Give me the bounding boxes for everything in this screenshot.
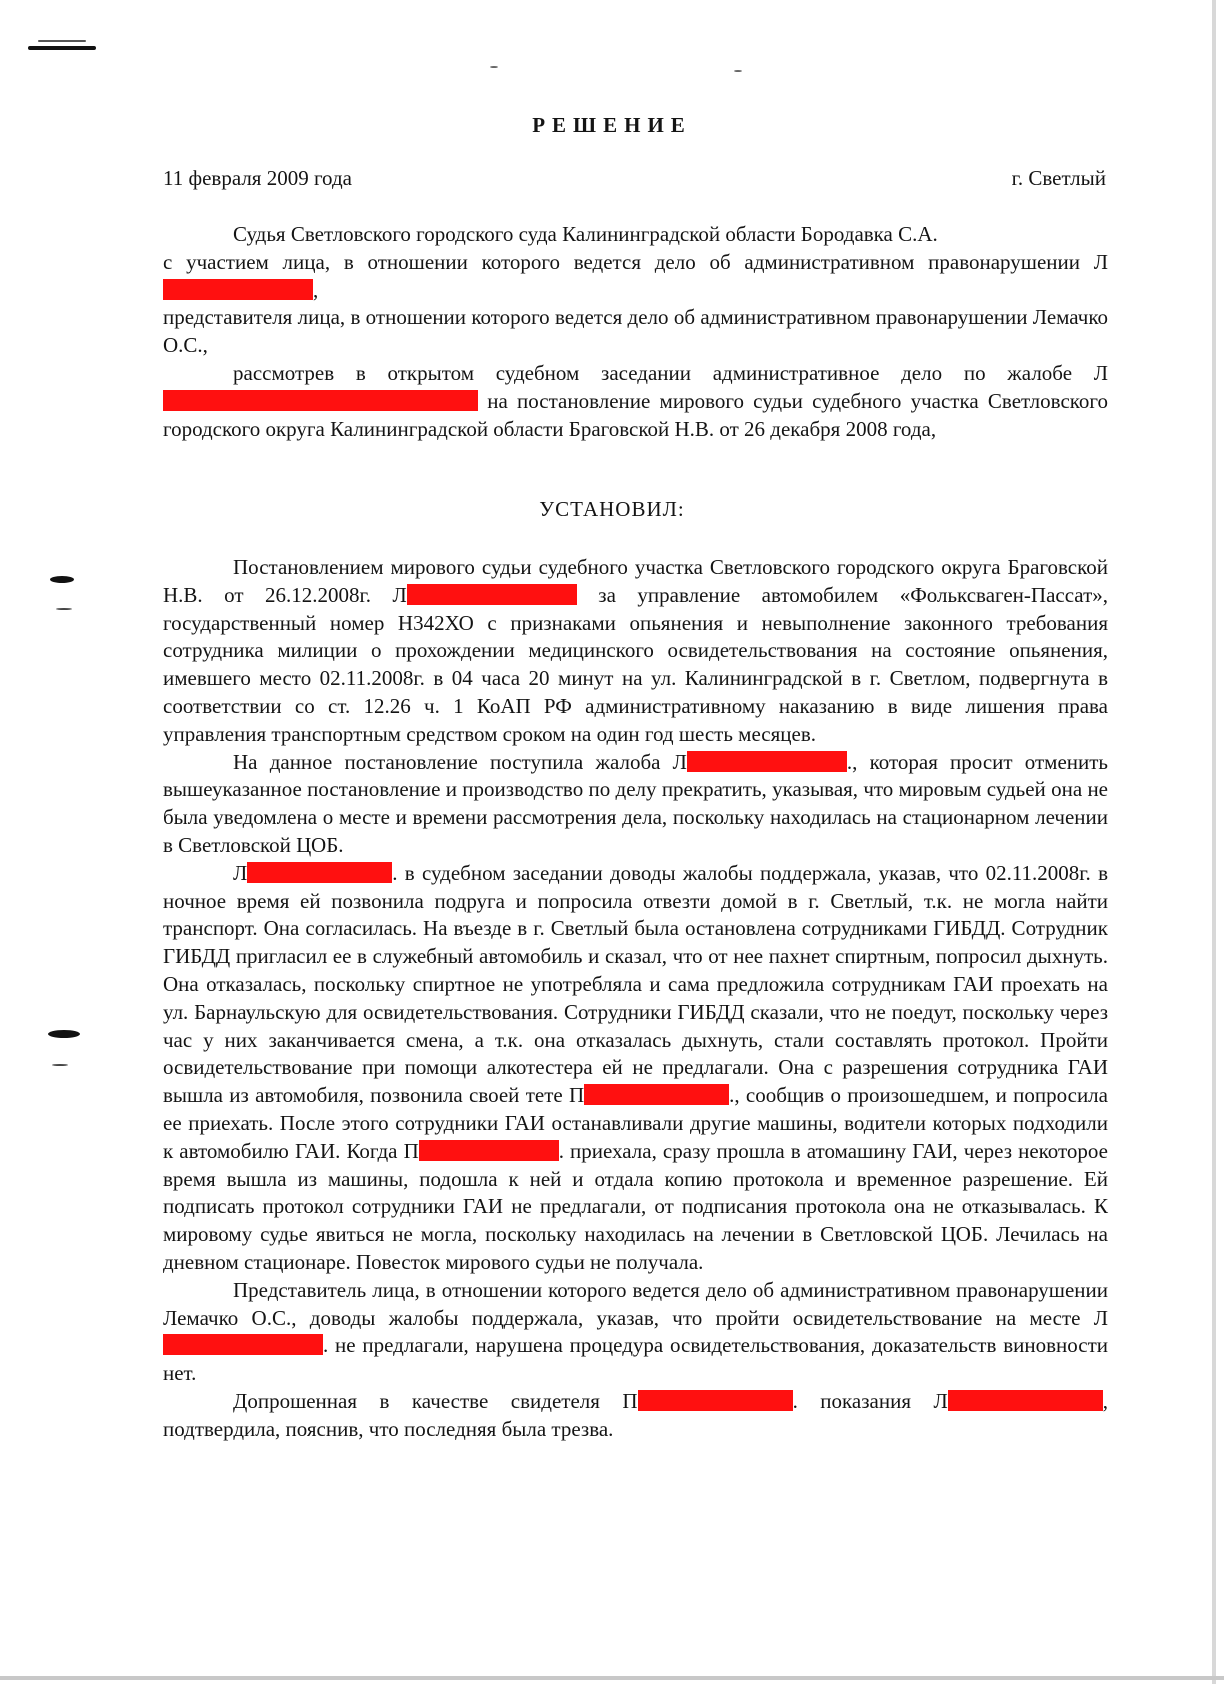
redaction-bar [419,1140,559,1161]
text-fragment: . не предлагали, нарушена процедура освидетельствования, доказательств виновности нет. [163,1333,1108,1386]
paragraph-witness [163,1388,1108,1444]
text-fragment: Допрошенная в качестве свидетеля П [233,1388,638,1413]
punch-hole-mark-lower [48,1030,80,1038]
intro-considered [163,360,1108,443]
text-fragment: . приехала, сразу прошла в атомашину ГАИ, через некоторое время вышла из машины, подошла к ней и отдала копию протокола и временное разрешение. Ей подписать протокол сотрудники ГАИ не предлагали, от подписания протокола она не отказывалась. К мировому судье явиться не могла, поскольку находилась на лечении в Светловской ЦОБ. Лечилась на дневном стационаре. Повесток мирового судьи не получала. [163,1138,1108,1274]
text-fragment: с участием лица, в отношении которого ведется дело об административном правонарушении Л [163,249,1108,274]
redaction-bar [638,1390,793,1411]
text-fragment: . в судебном заседании доводы жалобы поддержала, указав, что 02.11.2008г. в ночное время ей позвонила подруга и попросила отвезти домой в г. Светлый, т.к. не могла найти транспорт. Она согласилась. На въезде в г. Светлый была остановлена сотрудниками ГИБДД. Сотрудник ГИБДД пригласил ее в служебный автомобиль и сказал, что от нее пахнет спиртным, попросил дыхнуть. Она отказалась, поскольку спиртное не употребляла и сама предложила сотрудникам ГАИ проехать на ул. Барнаульскую для освидетельствования. Сотрудники ГИБДД сказали, что не поедут, поскольку через час у них заканчивается смена, а т.к. она отказалась дыхнуть, стали составлять протокол. Пройти освидетельствование при помощи алкотестера ей не предлагали. Она с разрешения сотрудника ГАИ вышла из автомобиля, позвонила своей тете П [163,860,1108,1108]
text-fragment: , подтвердила, пояснив, что последняя была трезва. [163,1388,1108,1441]
scan-edge-right [1212,0,1216,1684]
scan-edge-bottom [0,1676,1224,1680]
intro-block [163,221,1108,443]
text-fragment: ., которая просит отменить вышеуказанное постановление и производство по делу прекратить, указывая, что мировым судьей она не была уведомлена о месте и времени рассмотрения дела, поскольку находилась на стационарном лечении в Светловской ЦОБ. [163,749,1109,857]
text-fragment: Л [233,860,248,885]
redaction-bar [407,584,577,605]
redaction-bar [687,751,847,772]
section-heading: УСТАНОВИЛ: [539,497,685,521]
redaction-bar [163,279,313,300]
paragraph-testimony [163,860,1108,1277]
text-fragment: ., сообщив о произошедшем, и попросила ее приехать. После этого сотрудники ГАИ останавливали другие машины, водители которых подходили к автомобилю ГАИ. Когда П [163,1083,1108,1163]
intro-participant [163,249,1108,305]
redaction-bar [163,1334,323,1355]
scan-speck-2 [734,70,742,72]
document-date: 11 февраля 2009 года [163,166,352,190]
judge-line: Судья Светловского городского суда Калининградской области Бородавка С.А. [233,222,938,246]
punch-hole-mark-upper [50,576,74,583]
text-fragment: Представитель лица, в отношении которого ведется дело об административном правонарушении Лемачко О.С., доводы жалобы поддержала, указав, что пройти освидетельствование на месте Л [163,1277,1108,1330]
paragraph-representative [163,1277,1108,1388]
document-title: РЕШЕНИЕ [532,113,692,137]
intro-representative: представителя лица, в отношении которого ведется дело об административном правонарушении Лемачко О.С., [163,305,1108,358]
scan-mark-top-left [28,46,96,50]
redaction-bar [948,1390,1103,1411]
paragraph-ruling [163,554,1108,749]
text-fragment: На данное постановление поступила жалоба Л [233,749,687,774]
text-fragment: Постановлением мирового судьи судебного участка Светловского городского округа Браговской Н.В. от 26.12.2008г. Л [163,555,1108,607]
paragraph-complaint [163,749,1108,860]
text-fragment: . показания Л [792,1388,948,1413]
text-fragment: за управление автомобилем «Фольксваген-Пассат», государственный номер Н342ХО с признаками опьянения и невыполнение законного требования сотрудника милиции о прохождении медицинского освидетельствования на состояние опьянения, имевшего место 02.11.2008г. в 04 часа 20 минут на ул. Калининградской в г. Светлом, подвергнута в соответствии со ст. 12.26 ч. 1 КоАП РФ административному наказанию в виде лишения права управления транспортным средством сроком на один год шесть месяцев. [163,582,1108,746]
document-city: г. Светлый [1011,166,1106,190]
text-fragment: рассмотрев в открытом судебном заседании административное дело по жалобе Л [233,360,1108,385]
punch-hole-mark-lower-2 [52,1064,68,1066]
scan-mark-top-left-2 [38,40,86,42]
text-fragment: на постановление мирового судьи судебного участка Светловского городского округа Калининградской области Браговской Н.В. от 26 декабря 2008 года, [163,388,1108,441]
redaction-bar [163,390,478,411]
redaction-bar [247,862,392,883]
text-fragment: , [313,277,319,302]
findings-block [163,554,1108,1444]
punch-hole-mark-upper-2 [56,608,72,610]
redaction-bar [584,1084,729,1105]
scan-speck [490,66,498,68]
